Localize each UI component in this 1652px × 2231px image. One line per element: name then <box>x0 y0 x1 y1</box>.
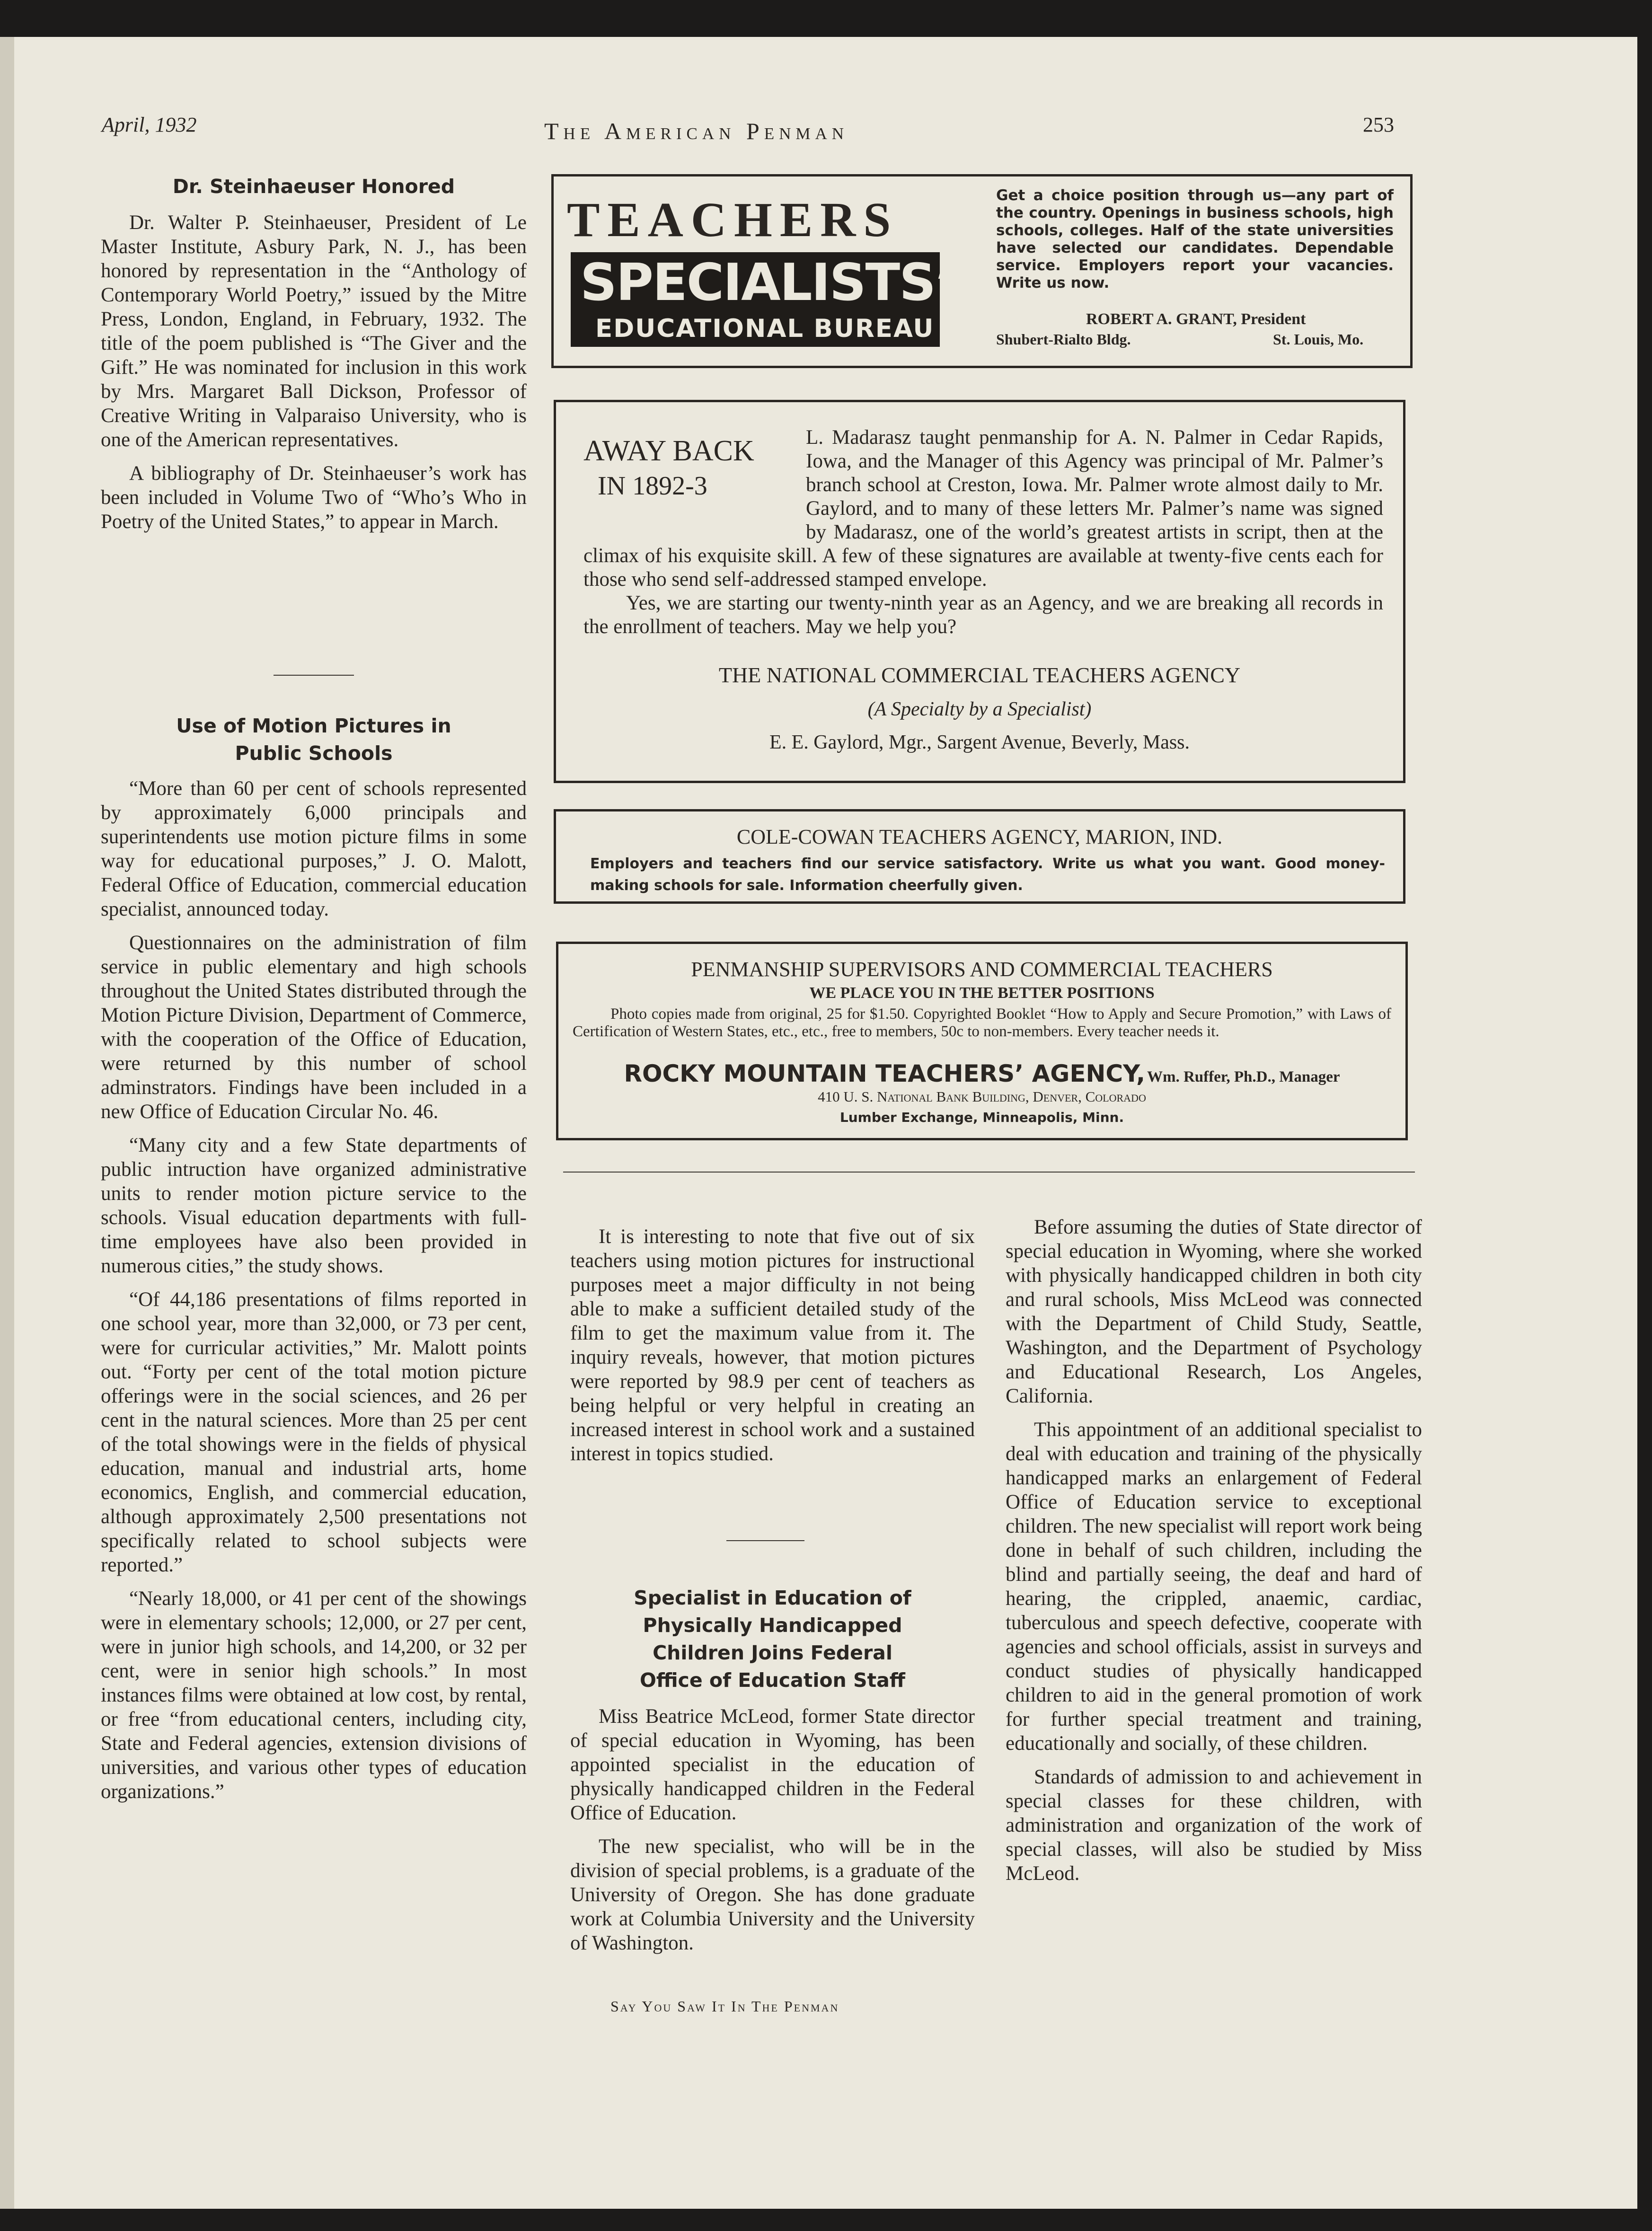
ad-agency-line <box>558 1060 1405 1087</box>
paragraph: Miss Beatrice McLeod, former State director of special education in Wyoming, has been appointed specialist in the education of physically handicapped children in the Federal Office of Education. <box>570 1705 975 1824</box>
paragraph: “More than 60 per cent of schools represented by approximately 6,000 principals and superintendents use motion picture films in some way for educational purposes,” J. O. Malott, Federal Office of Education, commercial education specialist, announced today. <box>101 777 527 920</box>
paragraph: “Many city and a few State departments of public intruction have organized administrative units to render motion picture service to the schools. Visual education departments with full-time employees have also been provided in numerous cities,” the study shows. <box>101 1134 527 1277</box>
article-title-line: Specialist in Education of <box>634 1587 911 1609</box>
ad-manager: Wm. Ruffer, Ph.D., Manager <box>1147 1068 1340 1085</box>
ad-branch: Lumber Exchange, Minneapolis, Minn. <box>839 1110 1124 1125</box>
ad-manager: E. E. Gaylord, Mgr., Sargent Avenue, Beverly, Mass. <box>769 732 1190 753</box>
article-motion-pictures-continued <box>570 1225 975 1475</box>
ad-address: 410 U. S. National Bank Building, Denver, Colorado <box>818 1088 1146 1105</box>
article-title-line: Office of Education Staff <box>639 1669 906 1692</box>
ad-text: Get a choice position through us—any part of the country. Openings in business schools, high schools, colleges. Half of the state universities have selected our candidates. Dependable service. Employers report your vacancies. Write us now. <box>996 187 1394 291</box>
paragraph: The new specialist, who will be in the division of special problems, is a graduate of the University of Oregon. She has done graduate work at Columbia University and the University of Washington. <box>570 1835 975 1954</box>
paragraph: Before assuming the duties of State director of special education in Wyoming, where she worked with physically handicapped children in both city and rural schools, Miss McLeod was connected with the Department of Child Study, Seattle, Washington, and the Department of Psychology and Educational Research, Los Angeles, California. <box>1006 1216 1422 1407</box>
ad-title: PENMANSHIP SUPERVISORS AND COMMERCIAL TEACHERS <box>691 958 1273 981</box>
page-edge <box>0 37 15 2209</box>
article-title: Dr. Steinhaeuser Honored <box>172 175 455 198</box>
ad-text-secondary: Yes, we are starting our twenty-ninth year as an Agency, and we are breaking all records in the enrollment of teachers. May we help you? <box>583 592 1383 638</box>
ad-text-block <box>583 426 1383 639</box>
ad-subtitle: WE PLACE YOU IN THE BETTER POSITIONS <box>809 984 1155 1002</box>
ad-cole-cowan <box>554 809 1405 904</box>
ad-text: Employers and teachers find our service satisfactory. Write us what you want. Good money-making schools for sale. Information cheerfully given. <box>590 855 1385 894</box>
ad-president: ROBERT A. GRANT, President <box>1086 310 1306 328</box>
section-rule <box>563 1172 1415 1173</box>
paragraph: “Nearly 18,000, or 41 per cent of the showings were in elementary schools; 12,000, or 27 per cent, were in junior high schools, and 14,200, or 32 per cent, were in senior high schools.” In most instances films were obtained at low cost, by rental, or free “from educational centers, including city, State and Federal agencies, extension divisions of universities, and various other types of education organizations.” <box>101 1587 527 1803</box>
ad-logo-block <box>571 252 954 347</box>
paragraph: Dr. Walter P. Steinhaeuser, President of Le Master Institute, Asbury Park, N. J., has been honored by representation in the “Anthology of Contemporary World Poetry,” issued by the Mitre Press, London, England, in February, 1932. The title of the poem published is “The Giver and the Gift.” He was nominated for inclusion in this work by Mrs. Margaret Ball Dickson, Professor of Creative Writing in Valparaiso University, who is one of the American representatives. <box>101 212 527 451</box>
ad-title: COLE-COWAN TEACHERS AGENCY, MARION, IND. <box>736 825 1223 848</box>
article-title-line: Physically Handicapped <box>643 1614 902 1637</box>
paragraph: A bibliography of Dr. Steinhaeuser’s work has been included in Volume Two of “Who’s Who in Poetry of the United States,” to appear in March. <box>101 462 527 533</box>
article-specialist-continued <box>1006 1215 1422 1895</box>
ad-tagline: (A Specialty by a Specialist) <box>867 698 1092 720</box>
ad-address: Shubert-Rialto Bldg. <box>996 331 1131 348</box>
ad-heading: AWAY BACK <box>583 435 754 467</box>
ad-text: L. Madarasz taught penmanship for A. N. Palmer in Cedar Rapids, Iowa, and the Manager of this Agency was principal of Mr. Palmer’s branch school at Creston, Iowa. Mr. Palmer wrote almost daily to Mr. Gaylord, and to many of these letters Mr. Palmer’s name was signed by Madarasz, one of the world’s greatest artists in script, then at the climax of his exquisite skill. A few of these signatures are available at twenty-five cents each for those who send self-addressed stamped envelope. <box>583 426 1383 591</box>
ad-logo-specialists: SPECIALISTS’ <box>580 253 954 312</box>
ad-heading: IN 1892-3 <box>598 471 707 501</box>
page-number: 253 <box>1363 113 1394 136</box>
article-title-line: Use of Motion Pictures in <box>176 714 451 737</box>
page-footer: Say You Saw It In The Penman <box>610 1998 839 2015</box>
ad-city: St. Louis, Mo. <box>1273 331 1364 348</box>
section-divider <box>274 675 354 676</box>
paragraph: “Of 44,186 presentations of films reported in one school year, more than 32,000, or 73 per cent, were for curricular activities,” Mr. Malott points out. “Forty per cent of the total motion picture offerings were in the social sciences, and 26 per cent in the natural sciences. More than 25 per cent of the total showings were in the fields of physical education, manual and industrial arts, home economics, English, and commercial education, although approximately 2,500 presentations not specifically related to school subjects were reported.” <box>101 1288 527 1576</box>
ad-agency-name: ROCKY MOUNTAIN TEACHERS’ AGENCY, <box>624 1060 1145 1087</box>
paragraph: This appointment of an additional specialist to deal with education and training of the physically handicapped marks an enlargement of Federal Office of Education service to exceptional children. The new specialist will report work being done in behalf of such children, including the blind and partially seeing, the deaf and hard of hearing, the crippled, anaemic, cardiac, tuberculous and speech defective, cooperate with agencies and school officials, assist in surveys and conduct studies of physically handicapped children to aid in the general promotion of work for further special treatment and training, educationally and socially, of these children. <box>1006 1419 1422 1755</box>
ad-national-agency <box>554 400 1405 783</box>
section-divider <box>726 1540 804 1541</box>
ad-logo-bureau: EDUCATIONAL BUREAU <box>595 314 935 343</box>
article-steinhaeuser <box>101 173 527 543</box>
paragraph: It is interesting to note that five out of six teachers using motion pictures for instructional purposes meet a major difficulty in not being able to make a sufficient detailed study of the film to get the maximum value from it. The inquiry reveals, however, that motion pictures were reported by 98.9 per cent of teachers as being helpful or very helpful in creating an increased interest in school work and a sustained interest in topics studied. <box>570 1226 975 1465</box>
ad-rocky-mountain <box>556 942 1408 1140</box>
issue-date: April, 1932 <box>102 113 197 136</box>
magazine-title: The American Penman <box>544 118 849 144</box>
article-motion-pictures <box>101 712 527 1813</box>
article-specialist <box>570 1584 975 1965</box>
article-title-line: Public Schools <box>235 742 393 765</box>
paragraph: Questionnaires on the administration of film service in public elementary and high schools throughout the United States distributed through the Motion Picture Division, Department of Commerce, with the cooperation of the Office of Education, were returned by this number of school adminstrators. Findings have been included in a new Office of Education Circular No. 46. <box>101 932 527 1123</box>
ad-specialists-bureau <box>551 174 1413 368</box>
float-spacer <box>583 426 806 535</box>
paragraph: Standards of admission to and achievement in special classes for these children, with administration and organization of the work of special classes, will also be studied by Miss McLeod. <box>1006 1766 1422 1885</box>
ad-text: Photo copies made from original, 25 for $1.50. Copyrighted Booklet “How to Apply and Secure Promotion,” with Laws of Certification of Western States, etc., etc., free to members, 50c to non-members. Every teacher needs it. <box>573 1005 1391 1040</box>
ad-logo-teachers: TEACHERS <box>567 193 899 247</box>
ad-agency-name: THE NATIONAL COMMERCIAL TEACHERS AGENCY <box>718 663 1241 687</box>
article-title-line: Children Joins Federal <box>653 1641 892 1664</box>
